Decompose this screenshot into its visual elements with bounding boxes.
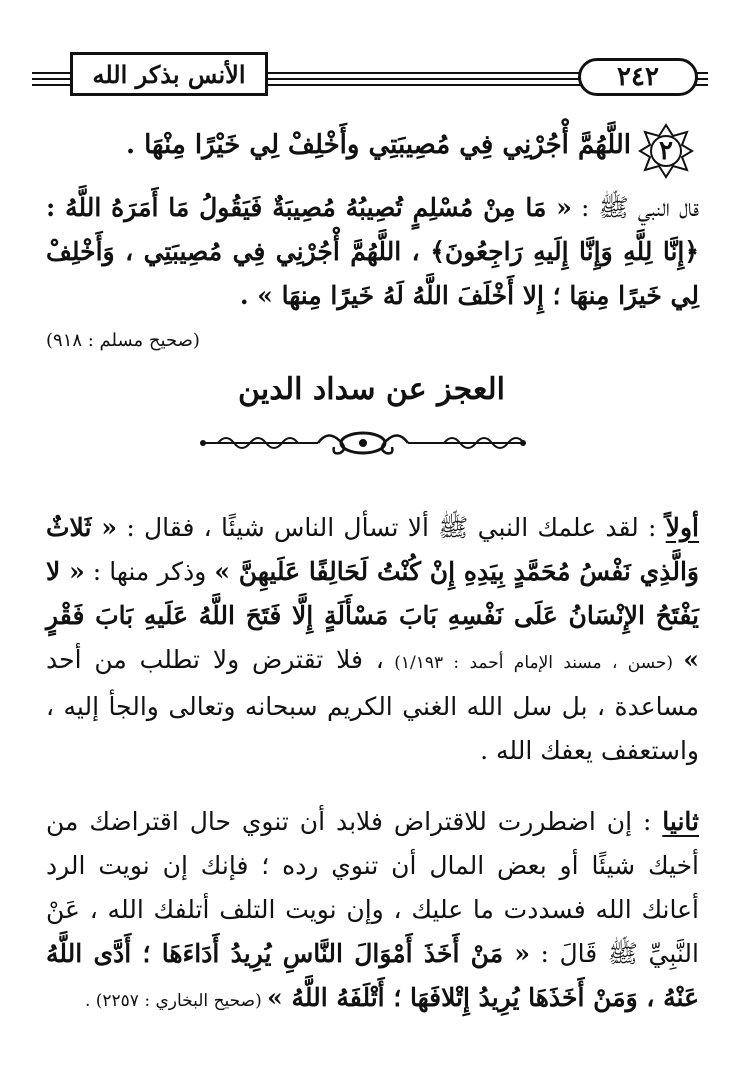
- paragraph-text: وذكر منها :: [84, 557, 215, 586]
- divider-ornament-icon: [198, 426, 528, 460]
- hadith-source: (صحيح مسلم : ٩١٨): [46, 330, 200, 351]
- hadith-quote: « مَا مِنْ مُسْلِمٍ تُصِيبُهُ مُصِيبَةٌ فَيَقُولُ مَا أَمَرَهُ اللَّهُ : ﴿إِنَّا لِلَّهِ وَإِنَّا إِلَيهِ رَاجِعُونَ﴾ ، اللَّهُمَّ أْجُرْنِي فِي مُصِيبَتِي ، وَأَخْلِفْ لِي خَيرًا مِنهَا ؛ إِلا أَخْلَفَ اللَّهُ لَهُ خَيرًا مِنهَا » .: [46, 193, 699, 310]
- page-number: ٢٤٢: [578, 58, 698, 96]
- hadith-quote: « ثَلاثٌ وَالَّذِي نَفْسُ مُحَمَّدٍ بِيَدِهِ إِنْ كُنْتُ لَحَالِفًا عَلَيهِنَّ »: [46, 513, 700, 586]
- paragraph-second: [46, 800, 699, 1023]
- page-header: [32, 58, 708, 98]
- paragraph-text: : إن اضطررت للاقتراض فلابد أن تنوي حال اقتراضك من أخيك شيئًا أو بعض المال أن تنوي رده ؛ فإنك إن نويت الرد أعانك الله فسددت ما عليك ، وإن نويت التلف أتلفك الله ، عَنْ النَّبِيِّ ﷺ قَالَ :: [46, 807, 699, 968]
- paragraph-text: ، فلا تقترض ولا تطلب من أحد مساعدة ، بل سل الله الغني الكريم سبحانه وتعالى والجأ إليه ، واستعفف يعفك الله .: [46, 645, 699, 765]
- hadith-quote: « مَنْ أَخَذَ أَمْوَالَ النَّاسِ يُرِيدُ أَدَاءَهَا ؛ أَدَّى اللَّهُ عَنْهُ ، وَمَنْ أَخَذَهَا يُرِيدُ إِتْلافَهَا ؛ أَتْلَفَهُ اللَّهُ »: [46, 939, 699, 1012]
- hadith-source: (حسن ، مسند الإمام أحمد : ١/١٩٣): [383, 653, 684, 673]
- hadith-paragraph: [46, 186, 699, 318]
- hadith-source: (صحيح البخاري : ٢٢٥٧) .: [84, 991, 268, 1011]
- paragraph-label: أولاً: [665, 513, 699, 542]
- dua-number-badge: [637, 122, 695, 180]
- dua-text: اللَّهُمَّ أْجُرْنِي فِي مُصِيبَتِي وأَخْلِفْ لِي خَيْرًا مِنْهَا .: [126, 130, 631, 160]
- dua-number: ٢: [659, 136, 673, 166]
- hadith-intro: قال النبي ﷺ :: [571, 193, 699, 222]
- book-title: الأنس بذكر الله: [70, 52, 268, 96]
- paragraph-first: [46, 506, 699, 773]
- section-title: العجز عن سداد الدين: [238, 372, 505, 407]
- hadith-quote: « لا يَفْتَحُ الإِنْسَانُ عَلَى نَفْسِهِ بَابَ مَسْأَلَةٍ إِلَّا فَتَحَ اللَّهُ عَلَيهِ بَابَ فَقْرٍ »: [46, 557, 699, 674]
- paragraph-label: ثانيا: [662, 807, 699, 836]
- paragraph-text: : لقد علمك النبي ﷺ ألا تسأل الناس شيئًا ، فقال :: [117, 513, 666, 542]
